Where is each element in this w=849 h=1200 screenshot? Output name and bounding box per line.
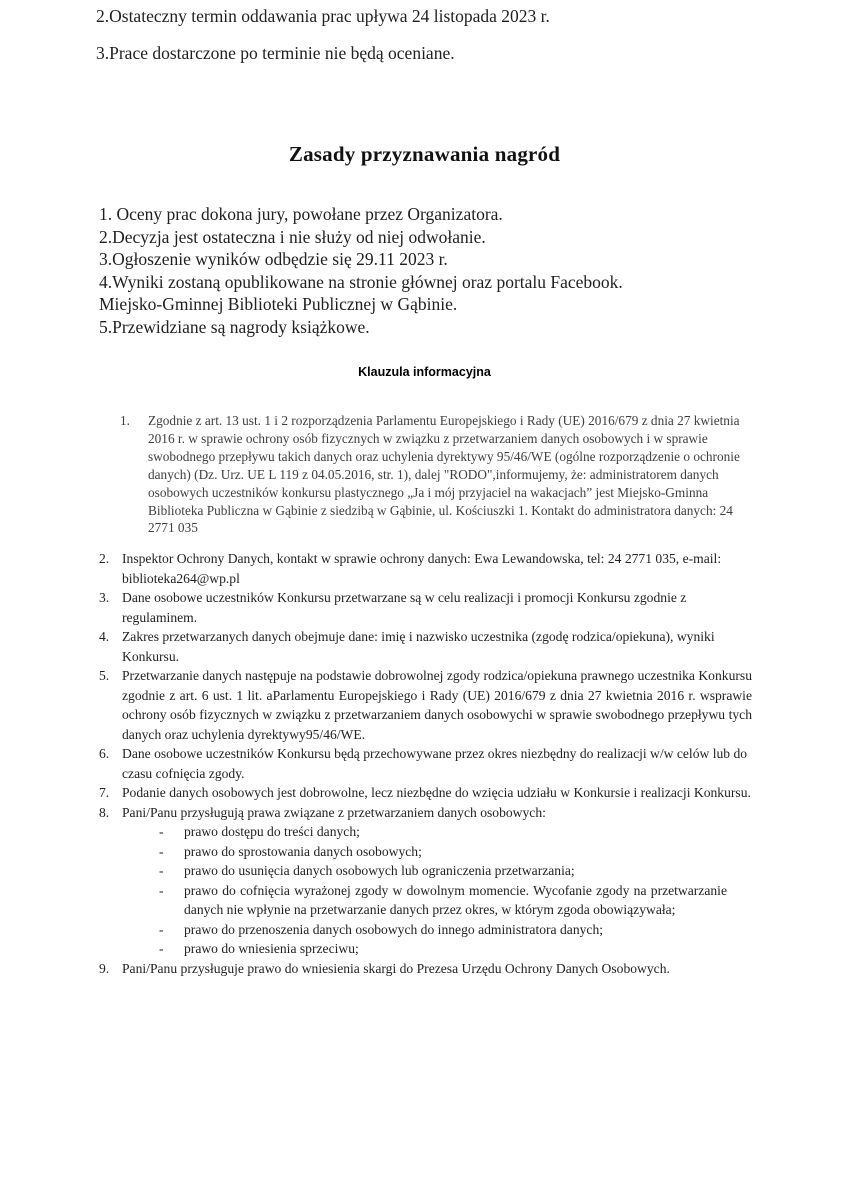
item-text: Podanie danych osobowych jest dobrowolne, lecz niezbędne do wzięcia udziału w Konkursie i realizacji Konkursu. bbox=[122, 785, 751, 800]
clause-item-8 bbox=[99, 803, 752, 823]
rights-list bbox=[157, 822, 727, 959]
list-number: 2. bbox=[99, 551, 110, 566]
list-number: 6. bbox=[99, 746, 110, 761]
list-number: 8. bbox=[99, 804, 110, 820]
clause-item-4 bbox=[99, 627, 752, 666]
clause-item-2 bbox=[99, 549, 752, 588]
rights-item bbox=[157, 861, 727, 881]
item-text: Dane osobowe uczestników Konkursu przetwarzane są w celu realizacji i promocji Konkursu zgodnie z regulaminem. bbox=[122, 590, 687, 625]
item-text: Przetwarzanie danych następuje na podstawie dobrowolnej zgody rodzica/opiekuna prawnego uczestnika Konkursu zgodnie z art. 6 ust. 1 lit. aParlamentu Europejskiego i Rady (UE) 2016/679 z dnia 27 kwietnia 2016 r. wsprawie ochrony osób fizycznych w związku z przetwarzaniem danych osobowychi w sprawie swobodnego przepływu tych danych oraz uchylenia dyrektywy95/46/WE. bbox=[122, 668, 752, 742]
list-number: 9. bbox=[99, 960, 110, 976]
item-text: Pani/Panu przysługują prawa związane z przetwarzaniem danych osobowych: bbox=[122, 804, 546, 820]
item-text: Inspektor Ochrony Danych, kontakt w sprawie ochrony danych: Ewa Lewandowska, tel: 24 2771 035, e-mail: biblioteka264@wp.pl bbox=[122, 551, 722, 586]
item-text: prawo do cofnięcia wyrażonej zgody w dowolnym momencie. Wycofanie zgody na przetwarzanie danych nie wpłynie na przetwarzanie danych przez okres, w którym zgoda obowiązywała; bbox=[184, 882, 727, 917]
dash-marker: - bbox=[159, 843, 164, 859]
list-number: 4. bbox=[99, 629, 110, 644]
rule-line: 5.Przewidziane są nagrody książkowe. bbox=[99, 316, 370, 337]
item-text: Zakres przetwarzanych danych obejmuje dane: imię i nazwisko uczestnika (zgodę rodzica/opiekuna), wyniki Konkursu. bbox=[122, 629, 715, 664]
item-text: prawo do sprostowania danych osobowych; bbox=[184, 843, 422, 859]
item-text: Pani/Panu przysługuje prawo do wniesienia skargi do Prezesa Urzędu Ochrony Danych Osobowych. bbox=[122, 960, 670, 976]
prizes-rules-list bbox=[99, 203, 623, 339]
rights-item bbox=[157, 842, 727, 862]
intro-line: 3.Prace dostarczone po terminie nie będą oceniane. bbox=[96, 43, 455, 63]
list-number: 7. bbox=[99, 785, 110, 800]
list-number: 1. bbox=[120, 413, 130, 428]
dash-marker: - bbox=[159, 824, 164, 839]
rule-line: 1. Oceny prac dokona jury, powołane przez Organizatora. bbox=[99, 204, 503, 224]
clause-item-3 bbox=[99, 588, 752, 627]
dash-marker: - bbox=[159, 921, 164, 937]
intro-line: 2.Ostateczny termin oddawania prac upływa 24 listopada 2023 r. bbox=[96, 6, 550, 26]
rule-line: 4.Wyniki zostaną opublikowane na stronie głównej oraz portalu Facebook. bbox=[99, 271, 623, 292]
item-text: prawo do wniesienia sprzeciwu; bbox=[184, 941, 359, 956]
item-text: prawo dostępu do treści danych; bbox=[184, 824, 360, 839]
rights-item bbox=[157, 939, 727, 959]
clause-heading: Klauzula informacyjna bbox=[358, 365, 491, 379]
rule-line: 3.Ogłoszenie wyników odbędzie się 29.11 2023 r. bbox=[99, 249, 448, 270]
dash-marker: - bbox=[159, 863, 164, 878]
dash-marker: - bbox=[159, 941, 164, 956]
list-number: 5. bbox=[99, 668, 110, 683]
rights-item bbox=[157, 822, 727, 842]
rule-line: Miejsko-Gminnej Biblioteki Publicznej w Gąbinie. bbox=[99, 294, 458, 315]
item-text: Dane osobowe uczestników Konkursu będą przechowywane przez okres niezbędny do realizacji w/w celów lub do czasu cofnięcia zgody. bbox=[122, 746, 748, 781]
clause-list bbox=[99, 549, 752, 978]
item-text: prawo do przenoszenia danych osobowych do innego administratora danych; bbox=[184, 921, 604, 937]
dash-marker: - bbox=[159, 882, 164, 898]
rights-item bbox=[157, 881, 727, 920]
intro-list bbox=[96, 6, 550, 80]
clause-item-9 bbox=[99, 959, 752, 979]
rule-line: 2.Decyzja jest ostateczna i nie służy od niej odwołanie. bbox=[99, 226, 486, 247]
list-number: 3. bbox=[99, 590, 110, 605]
prizes-heading: Zasady przyznawania nagród bbox=[288, 142, 561, 166]
rights-item bbox=[157, 920, 727, 940]
clause-item-7 bbox=[99, 783, 752, 803]
item-text: prawo do usunięcia danych osobowych lub ograniczenia przetwarzania; bbox=[184, 863, 575, 878]
clause-item-1 bbox=[120, 412, 745, 537]
clause-item-5 bbox=[99, 666, 752, 744]
item-text: Zgodnie z art. 13 ust. 1 i 2 rozporządzenia Parlamentu Europejskiego i Rady (UE) 2016/679 z dnia 27 kwietnia 2016 r. w sprawie ochrony osób fizycznych w związku z przetwarzaniem danych osobowych i w sprawie swobodnego przepływu takich danych oraz uchylenia dyrektywy 95/46/WE (ogólne rozporządzenie o ochronie danych) (Dz. Urz. UE L 119 z 04.05.2016, str. 1), dalej "RODO",informujemy, że: administratorem danych osobowych uczestników konkursu plastycznego „Ja i mój przyjaciel na wakacjach” jest Miejsko-Gminna Biblioteka Publiczna w Gąbinie z siedzibą w Gąbinie, ul. Kościuszki 1. Kontakt do administratora danych: 24 2771 035 bbox=[148, 413, 740, 536]
clause-item-6 bbox=[99, 744, 752, 783]
